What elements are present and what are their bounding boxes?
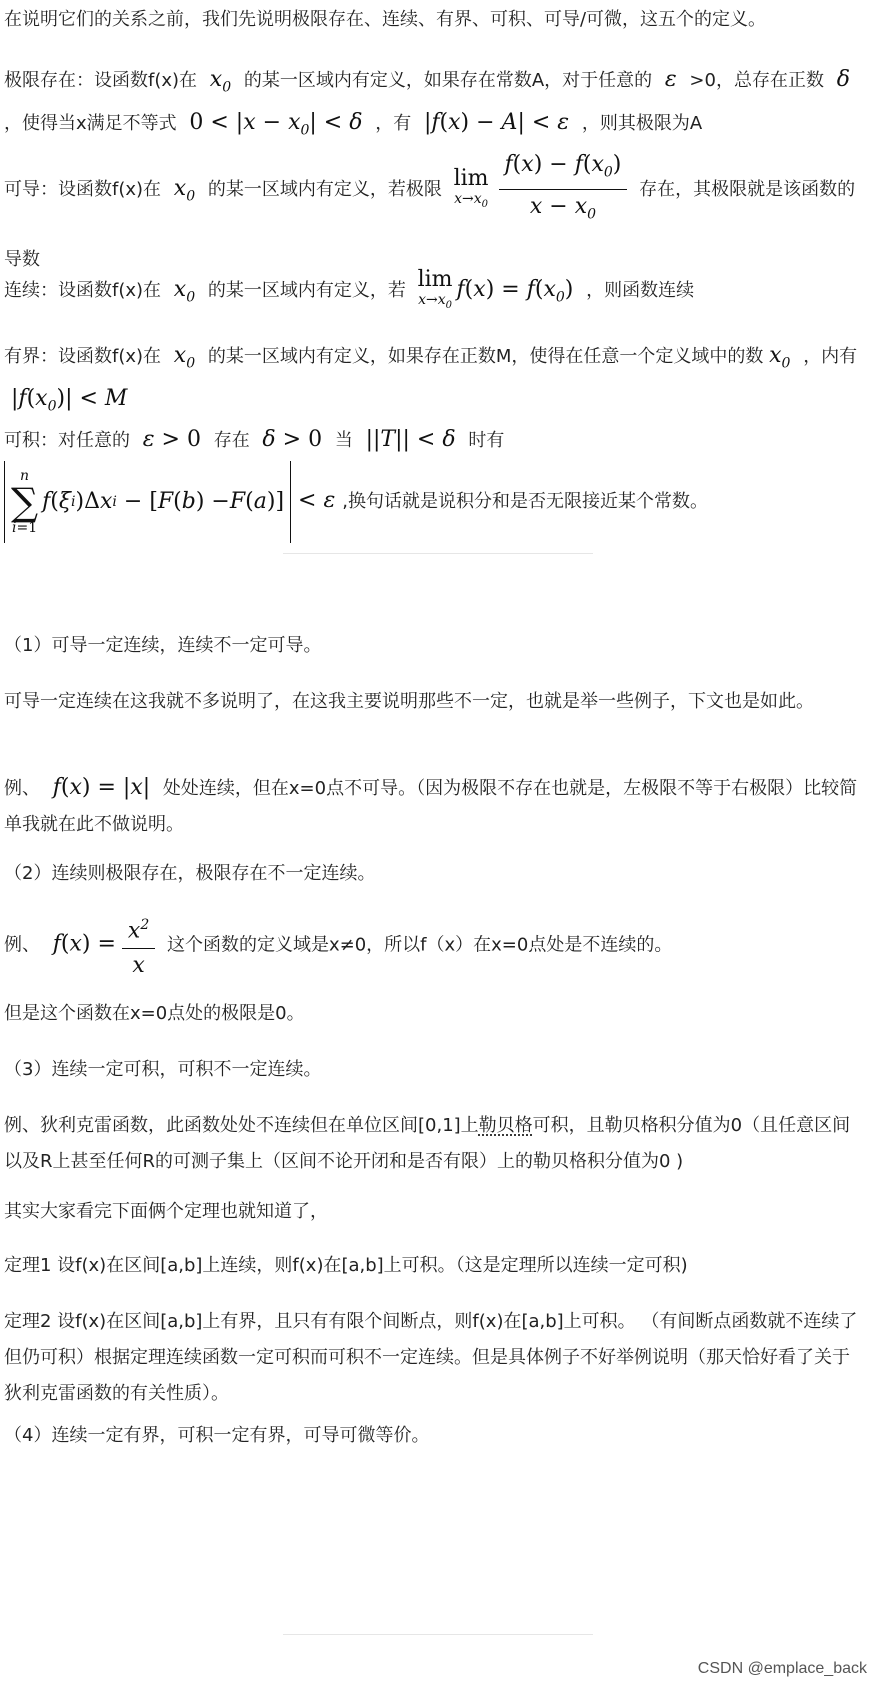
math-less-than-epsilon: < ε [298,488,343,513]
theorem-2 [4,1304,867,1412]
math-lim: lim $x\to x_0$ [417,267,453,311]
section-1-title [4,628,867,664]
section-divider [283,553,593,554]
paragraph-text: 可导一定连续在这我就不多说明了，在这我主要说明那些不一定，也就是举一些例子，下文也是如此。 [4,691,814,712]
paragraph-text: 但是这个函数在x=0点处的极限是0。 [4,1003,305,1024]
limit-def-text: >0，总存在正数 [689,70,824,91]
cont-def-text: 连续：设函数f(x)在 [4,279,162,301]
math-partition-norm: ||T|| < δ [365,427,463,452]
bounded-def-text: 有界：设函数f(x)在 [4,346,162,367]
section-divider [283,1634,593,1635]
math-epsilon-positive: ε > 0 [135,427,201,452]
paragraph-text: 例、狄利克雷函数，此函数处处不连续但在单位区间[0,1]上 [4,1115,479,1136]
paragraph-text: 其实大家看完下面俩个定理也就知道了， [4,1201,328,1222]
math-delta: δ [829,67,857,92]
section-2-paragraph [4,996,867,1032]
section-title-text: （2）连续则极限存在，极限存在不一定连续。 [4,863,376,884]
math-continuity-condition: $f(x) = f(x_0)$ [456,276,574,306]
section-2-title [4,856,867,892]
paragraph-text: 处处连续，但在x=0点不可导。（因为极限不存在也就是，左极限不等于右极限）比较简单我就在此不做说明。 [4,778,858,835]
integrable-def-text: ,换句话就是说积分和是否无限接近某个常数。 [342,491,708,512]
math-x0: $x_0$ [769,343,791,372]
math-fraction: $\frac{x^2}{x}$ [122,910,155,981]
math-inequality: $0 < |x - x_0| < \delta$ [189,110,370,139]
section-title-text: （4）连续一定有界，可积一定有界，可导可微等价。 [4,1425,430,1446]
section-1-paragraph [4,684,867,720]
deriv-def-text: 可导：设函数f(x)在 [4,178,162,200]
section-3-title [4,1052,867,1088]
math-difference-quotient: $\frac{f(x) - f(x_0)}{x - x_0}$ [499,150,628,230]
math-x0: $x_0$ [166,175,196,205]
cont-def-text: 的某一区域内有定义，若 [207,279,406,301]
math-abs-function: f(x) = |x| [45,775,151,800]
intro-text: 在说明它们的关系之前，我们先说明极限存在、连续、有界、可积、可导/可微，这五个的定义。 [4,9,767,30]
section-3-paragraph [4,1108,867,1180]
paragraph-text: 可积，且勒贝格积分值为0（且任意区间以及R上甚至任何R的可测子集上（区间不论开闭和是否有限）上的勒贝格积分值为0 ) [4,1115,851,1172]
limit-def-text: ，使得当x满足不等式 [4,113,177,135]
math-limit-condition: |f(x) − A| < ε [423,110,577,136]
section-3-paragraph-2 [4,1194,867,1230]
example-label: 例、 [4,778,40,799]
math-riemann-sum: n ∑ i=1 f ( ξ i )Δ x i − [ F ( b ) − F ( a )] [4,461,291,543]
bounded-def-text: ，内有 [803,346,858,367]
math-lim: lim $x\to x_0$ [453,166,489,210]
limit-def-text: ，有 [375,113,412,135]
deriv-def-text: 存在，其极限就是该函数的导数 [4,178,856,270]
integrable-def-text: 时有 [468,430,505,451]
section-title-text: （3）连续一定可积，可积不一定连续。 [4,1059,322,1080]
section-1-example [4,770,867,843]
bounded-def-text: 的某一区域内有定义，如果存在正数M，使得在任意一个定义域中的数 [207,346,764,367]
math-epsilon: ε [657,67,684,92]
intro-paragraph [4,2,867,38]
paragraph-text: 这个函数的定义域是x≠0，所以f（x）在x=0点处是不连续的。 [166,934,673,956]
bounded-definition [4,338,867,425]
limit-def-text: 的某一区域内有定义，如果存在常数A，对于任意的 [243,70,653,91]
section-title-text: （1）可导一定连续，连续不一定可导。 [4,635,322,656]
continuity-definition [4,268,867,317]
math-x0: $x_0$ [166,276,196,306]
integrable-def-text: 存在 [213,430,250,451]
integrable-def-text: 可积：对任意的 [4,430,130,451]
deriv-def-text: 的某一区域内有定义，若极限 [207,178,442,200]
cont-def-text: ，则函数连续 [586,279,695,301]
section-2-example [4,910,867,981]
math-delta-positive: δ > 0 [255,427,323,452]
math-x2-over-x: f(x) = [45,931,116,957]
math-x0: $x_0$ [166,343,196,372]
theorem-text: 定理2 设f(x)在区间[a,b]上有界，且只有有限个间断点，则f(x)在[a,b]上可积。 （有间断点函数就不连续了 但仍可积）根据定理连续函数一定可积而可积不一定连续。但是具体例子不好举例说明（那天恰好看了关于狄利克雷函数的有关性质）。 [4,1311,858,1404]
math-bounded-condition: $|f(x_0)| < M$ [11,386,128,415]
limit-definition [4,62,867,149]
watermark: CSDN @emplace_back [697,1660,867,1677]
example-label: 例、 [4,934,40,956]
integrable-def-text: 当 [334,430,353,451]
theorem-1 [4,1248,867,1284]
riemann-sum-formula [4,460,867,543]
math-x0: $x_0$ [202,67,232,96]
theorem-text: 定理1 设f(x)在区间[a,b]上连续，则f(x)在[a,b]上可积。（这是定理所以连续一定可积) [4,1255,688,1276]
integrable-definition [4,422,867,459]
section-4-title [4,1418,867,1454]
limit-def-text: ，则其极限为A [581,113,703,135]
lebesgue-link[interactable]: 勒贝格 [478,1115,533,1136]
limit-def-text: 极限存在：设函数f(x)在 [4,70,198,91]
